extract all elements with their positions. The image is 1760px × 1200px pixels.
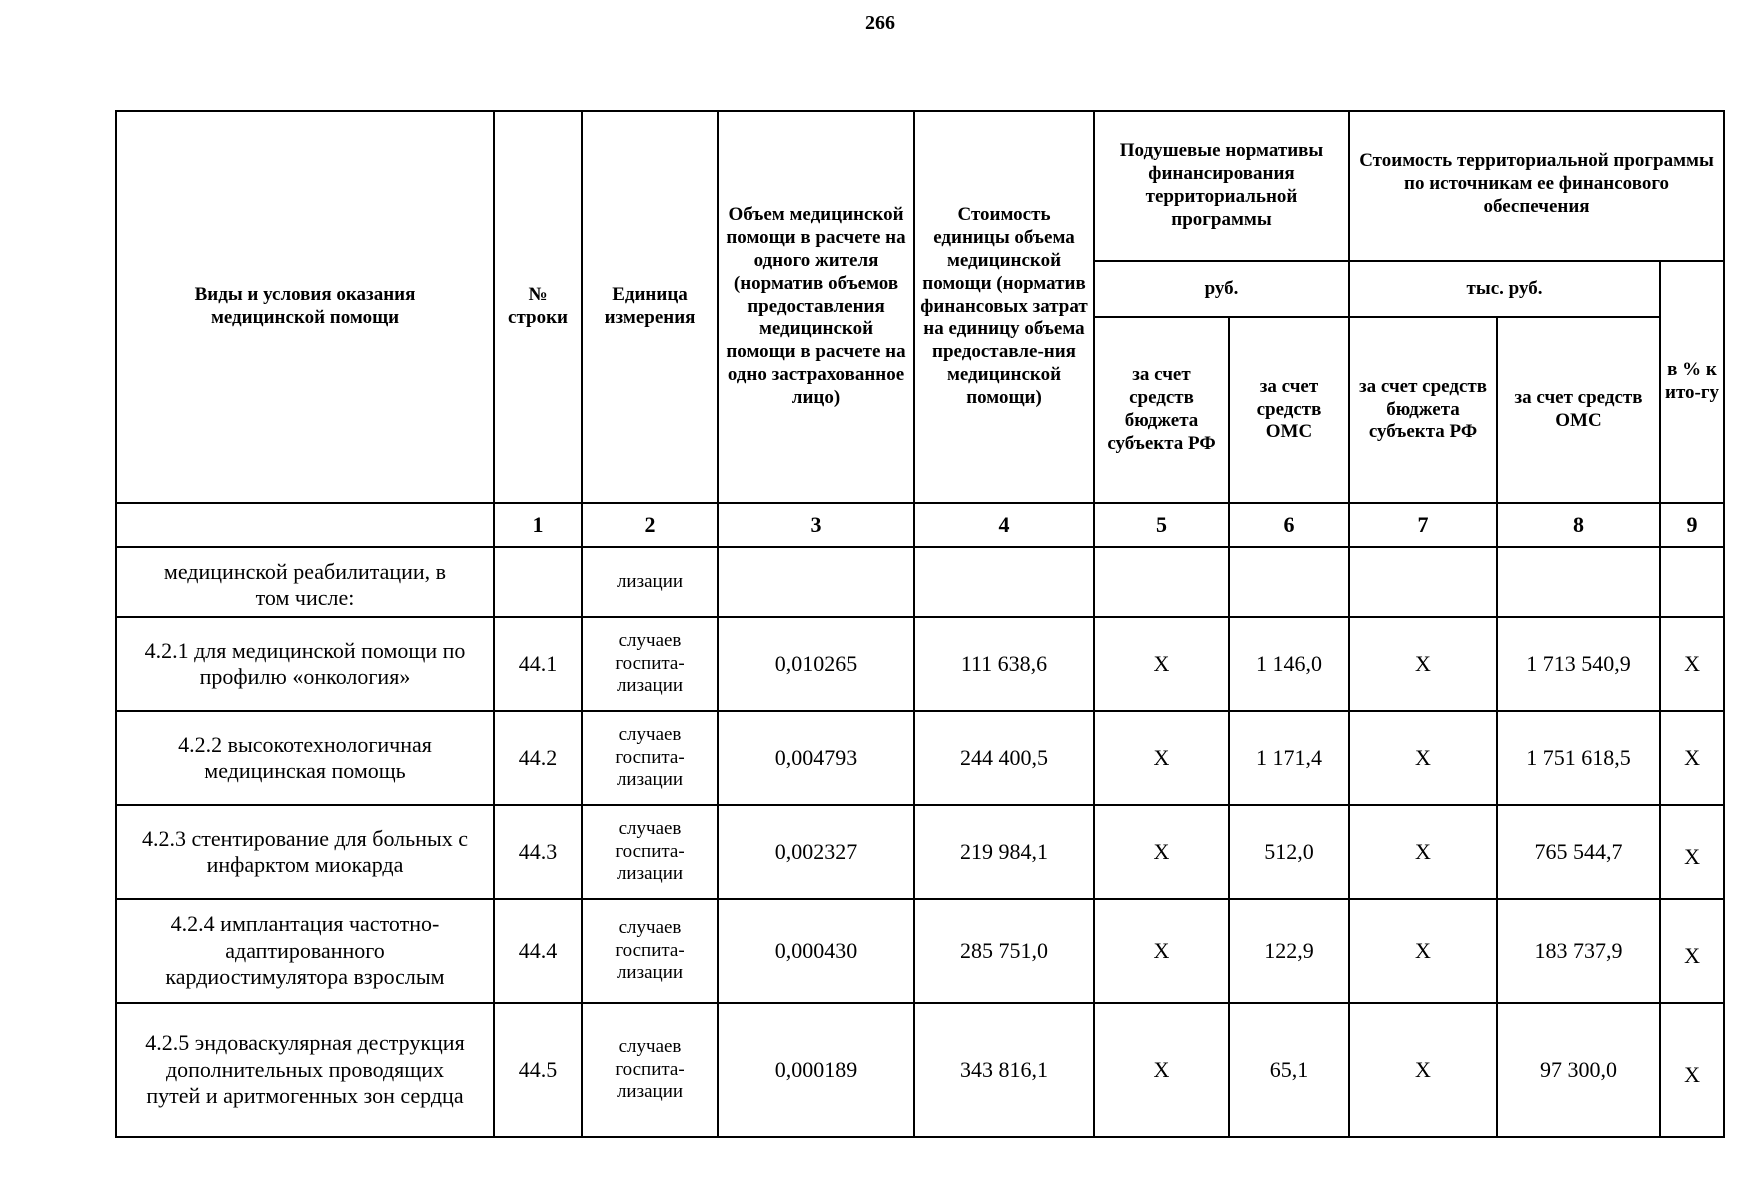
header-program-cost-group: Стоимость территориальной программы по источникам ее финансового обеспечения: [1349, 111, 1724, 261]
cell-tp-oms: 1 713 540,9: [1497, 617, 1660, 711]
cell-line: 44.4: [494, 899, 582, 1003]
header-care-type: Виды и условия оказания медицинской помощи: [116, 111, 494, 503]
column-number: 4: [914, 503, 1094, 547]
cell-line: 44.5: [494, 1003, 582, 1137]
cell-tp-oms: 1 751 618,5: [1497, 711, 1660, 805]
cell-unit: случаев госпита-лизации: [582, 1003, 718, 1137]
cell-pc-oms: 1 171,4: [1229, 711, 1349, 805]
cell-pc-budget: X: [1094, 805, 1229, 899]
page-number: 266: [865, 12, 895, 34]
header-unit: Единица измерения: [582, 111, 718, 503]
cell-tp-budget: X: [1349, 899, 1497, 1003]
cell-unit-cost: 111 638,6: [914, 617, 1094, 711]
cell-empty: [1660, 547, 1724, 617]
cell-tp-oms: 97 300,0: [1497, 1003, 1660, 1137]
cell-volume: 0,000189: [718, 1003, 914, 1137]
column-number: 8: [1497, 503, 1660, 547]
table-row: [116, 617, 1724, 711]
column-number-row: [116, 503, 1724, 547]
cell-care-type: 4.2.4 имплантация частотно-адаптированного кардиостимулятора взрослым: [116, 899, 494, 1003]
cell-pc-budget: X: [1094, 711, 1229, 805]
cell-percent: X: [1660, 1003, 1724, 1137]
cell-care-type: 4.2.5 эндоваскулярная деструкция дополнительных проводящих путей и аритмогенных зон сердца: [116, 1003, 494, 1137]
cell-line: [494, 547, 582, 617]
cell-care-type: медицинской реабилитации, в том числе:: [116, 547, 494, 617]
cell-tp-budget: X: [1349, 617, 1497, 711]
cell-empty: [1497, 547, 1660, 617]
header-oms-thous: за счет средств ОМС: [1497, 317, 1660, 503]
cell-unit: случаев госпита-лизации: [582, 617, 718, 711]
cell-unit: случаев госпита-лизации: [582, 711, 718, 805]
cell-line: 44.2: [494, 711, 582, 805]
cell-tp-budget: X: [1349, 805, 1497, 899]
medical-care-cost-table: [115, 110, 1725, 1138]
cell-tp-oms: 765 544,7: [1497, 805, 1660, 899]
cell-care-type: 4.2.2 высокотехнологичная медицинская помощь: [116, 711, 494, 805]
cell-unit: лизации: [582, 547, 718, 617]
column-number: 9: [1660, 503, 1724, 547]
table-row: [116, 805, 1724, 899]
header-unit-rub: руб.: [1094, 261, 1349, 317]
cell-unit: случаев госпита-лизации: [582, 805, 718, 899]
cell-pc-budget: X: [1094, 899, 1229, 1003]
header-line-number: № строки: [494, 111, 582, 503]
cell-pc-budget: X: [1094, 617, 1229, 711]
cell-pc-oms: 1 146,0: [1229, 617, 1349, 711]
table-row: [116, 899, 1724, 1003]
cell-unit: случаев госпита-лизации: [582, 899, 718, 1003]
header-budget-rub: за счет средств бюджета субъекта РФ: [1094, 317, 1229, 503]
table-row-continuation: [116, 547, 1724, 617]
cell-care-type: 4.2.3 стентирование для больных с инфарктом миокарда: [116, 805, 494, 899]
cell-percent: X: [1660, 711, 1724, 805]
cell-percent: X: [1660, 617, 1724, 711]
cell-line: 44.3: [494, 805, 582, 899]
column-number: 5: [1094, 503, 1229, 547]
header-unit-cost: Стоимость единицы объема медицинской помощи (норматив финансовых затрат на единицу объема предоставле-ния медицинской помощи): [914, 111, 1094, 503]
cell-pc-budget: X: [1094, 1003, 1229, 1137]
cell-unit-cost: 343 816,1: [914, 1003, 1094, 1137]
cell-volume: 0,002327: [718, 805, 914, 899]
cell-volume: 0,010265: [718, 617, 914, 711]
cell-pc-oms: 65,1: [1229, 1003, 1349, 1137]
column-number: 6: [1229, 503, 1349, 547]
cell-pc-oms: 512,0: [1229, 805, 1349, 899]
header-oms-rub: за счет средств ОМС: [1229, 317, 1349, 503]
cell-empty: [718, 547, 914, 617]
column-number-blank: [116, 503, 494, 547]
header-unit-thous-rub: тыс. руб.: [1349, 261, 1660, 317]
cell-percent: X: [1660, 805, 1724, 899]
table-row: [116, 1003, 1724, 1137]
column-number: 1: [494, 503, 582, 547]
cell-percent: X: [1660, 899, 1724, 1003]
cell-care-type: 4.2.1 для медицинской помощи по профилю «онкология»: [116, 617, 494, 711]
table-row: [116, 711, 1724, 805]
column-number: 2: [582, 503, 718, 547]
column-number: 7: [1349, 503, 1497, 547]
header-volume: Объем медицинской помощи в расчете на одного жителя (норматив объемов предоставления медицинской помощи в расчете на одно застрахованное лицо): [718, 111, 914, 503]
cell-line: 44.1: [494, 617, 582, 711]
column-number: 3: [718, 503, 914, 547]
cell-unit-cost: 219 984,1: [914, 805, 1094, 899]
header-budget-thous: за счет средств бюджета субъекта РФ: [1349, 317, 1497, 503]
cell-empty: [914, 547, 1094, 617]
cell-pc-oms: 122,9: [1229, 899, 1349, 1003]
cell-volume: 0,004793: [718, 711, 914, 805]
cell-tp-oms: 183 737,9: [1497, 899, 1660, 1003]
cell-unit-cost: 285 751,0: [914, 899, 1094, 1003]
cell-volume: 0,000430: [718, 899, 914, 1003]
header-percent: в % к ито-гу: [1660, 261, 1724, 503]
cell-empty: [1349, 547, 1497, 617]
cell-empty: [1094, 547, 1229, 617]
cell-tp-budget: X: [1349, 1003, 1497, 1137]
cell-tp-budget: X: [1349, 711, 1497, 805]
cell-empty: [1229, 547, 1349, 617]
header-per-capita-group: Подушевые нормативы финансирования территориальной программы: [1094, 111, 1349, 261]
cell-unit-cost: 244 400,5: [914, 711, 1094, 805]
